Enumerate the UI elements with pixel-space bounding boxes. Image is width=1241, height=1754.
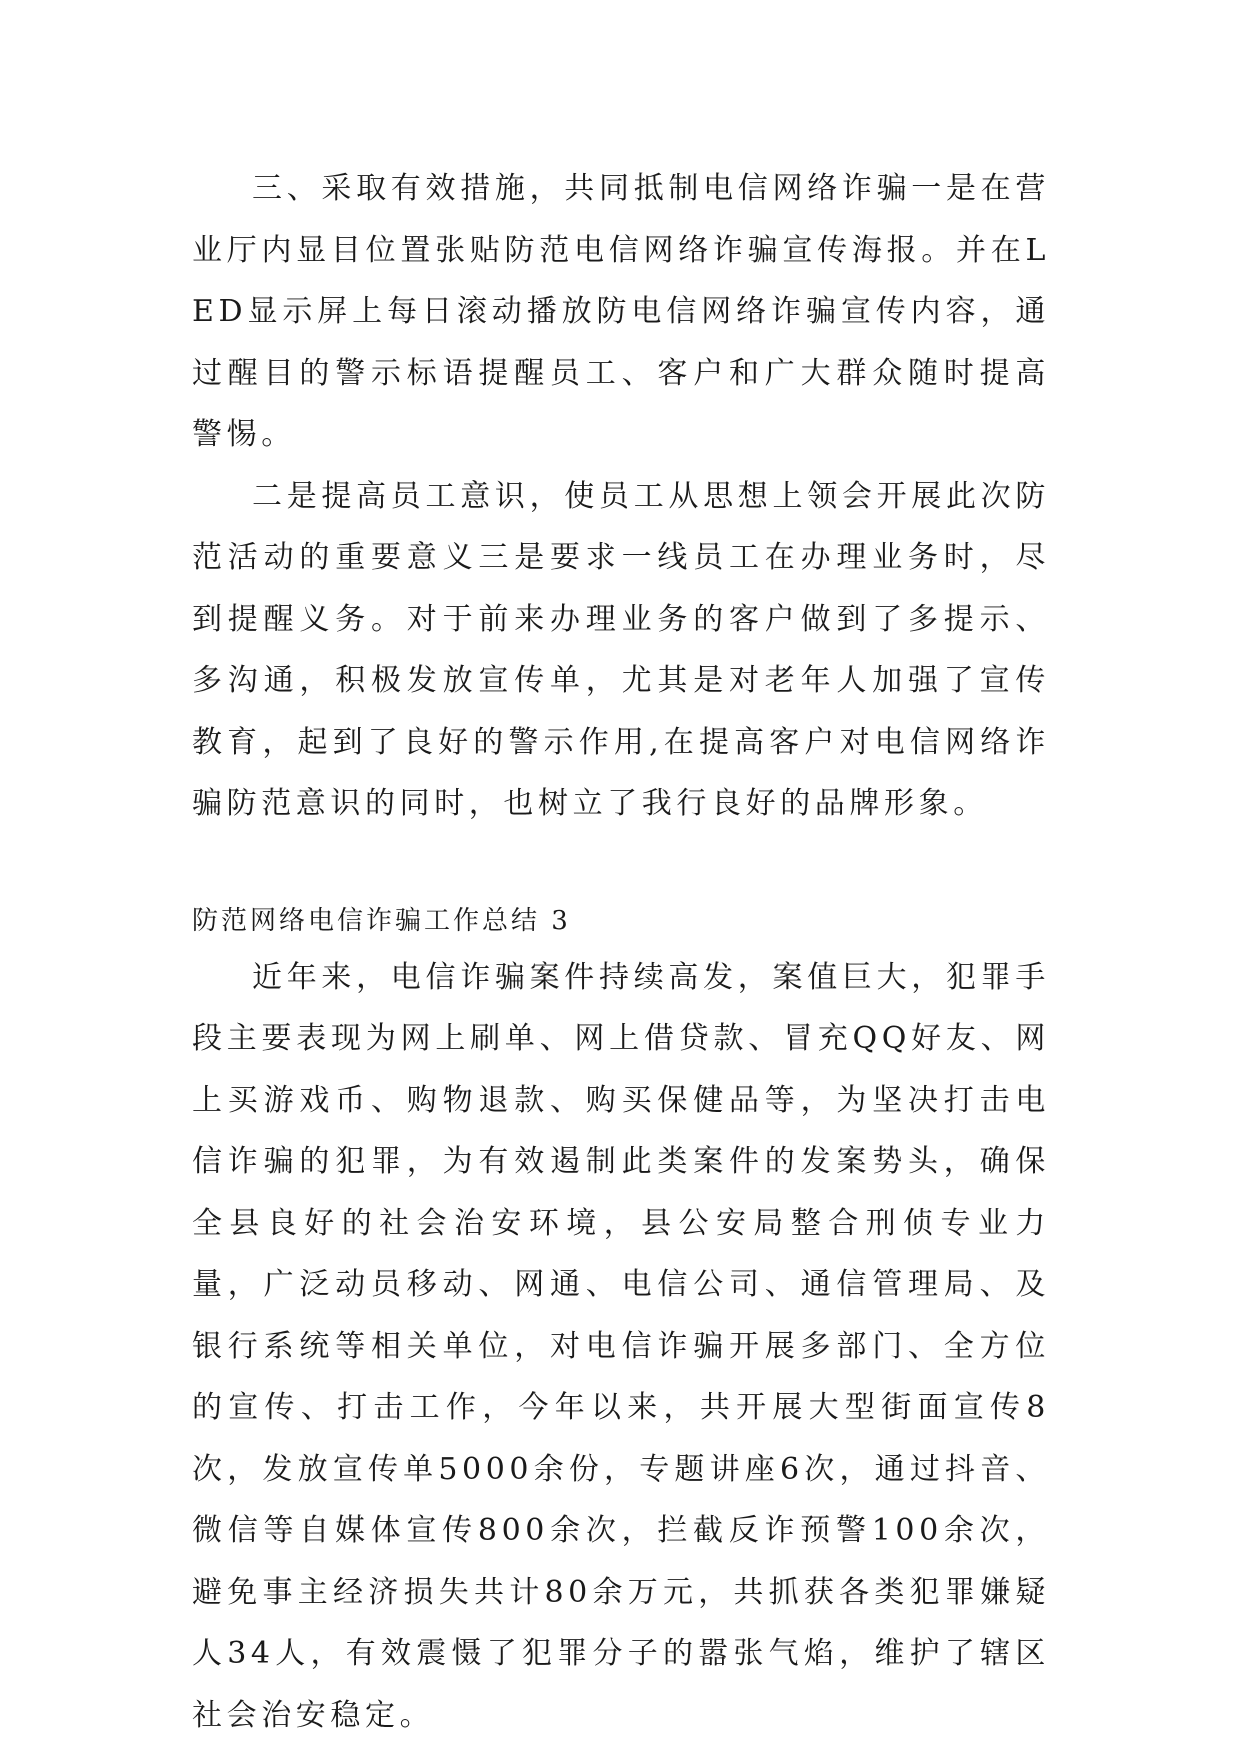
- paragraph-staff-awareness: 二是提高员工意识，使员工从思想上领会开展此次防范活动的重要意义三是要求一线员工在办理业务时，尽到提醒义务。对于前来办理业务的客户做到了多提示、多沟通，积极发放宣传单，尤其是对老年人加强了宣传教育，起到了良好的警示作用,在提高客户对电信网络诈骗防范意识的同时，也树立了我行良好的品牌形象。: [192, 478, 1050, 821]
- paragraph-summary: 近年来，电信诈骗案件持续高发，案值巨大，犯罪手段主要表现为网上刷单、网上借贷款、冒充QQ好友、网上买游戏币、购物退款、购买保健品等，为坚决打击电信诈骗的犯罪，为有效遏制此类案件的发案势头，确保全县良好的社会治安环境，县公安局整合刑侦专业力量，广泛动员移动、网通、电信公司、通信管理局、及银行系统等相关单位，对电信诈骗开展多部门、全方位的宣传、打击工作，今年以来，共开展大型街面宣传8次，发放宣传单5000余份，专题讲座6次，通过抖音、微信等自媒体宣传800余次，拦截反诈预警100余次，避免事主经济损失共计80余万元，共抓获各类犯罪嫌疑人34人，有效震慑了犯罪分子的嚣张气焰，维护了辖区社会治安稳定。: [192, 959, 1050, 1733]
- section-heading: 防范网络电信诈骗工作总结 3: [192, 905, 571, 936]
- paragraph-measures: 三、采取有效措施，共同抵制电信网络诈骗一是在营业厅内显目位置张贴防范电信网络诈骗宣传海报。并在LED显示屏上每日滚动播放防电信网络诈骗宣传内容，通过醒目的警示标语提醒员工、客户和广大群众随时提高警惕。: [192, 171, 1050, 452]
- document-body: [192, 158, 1050, 1746]
